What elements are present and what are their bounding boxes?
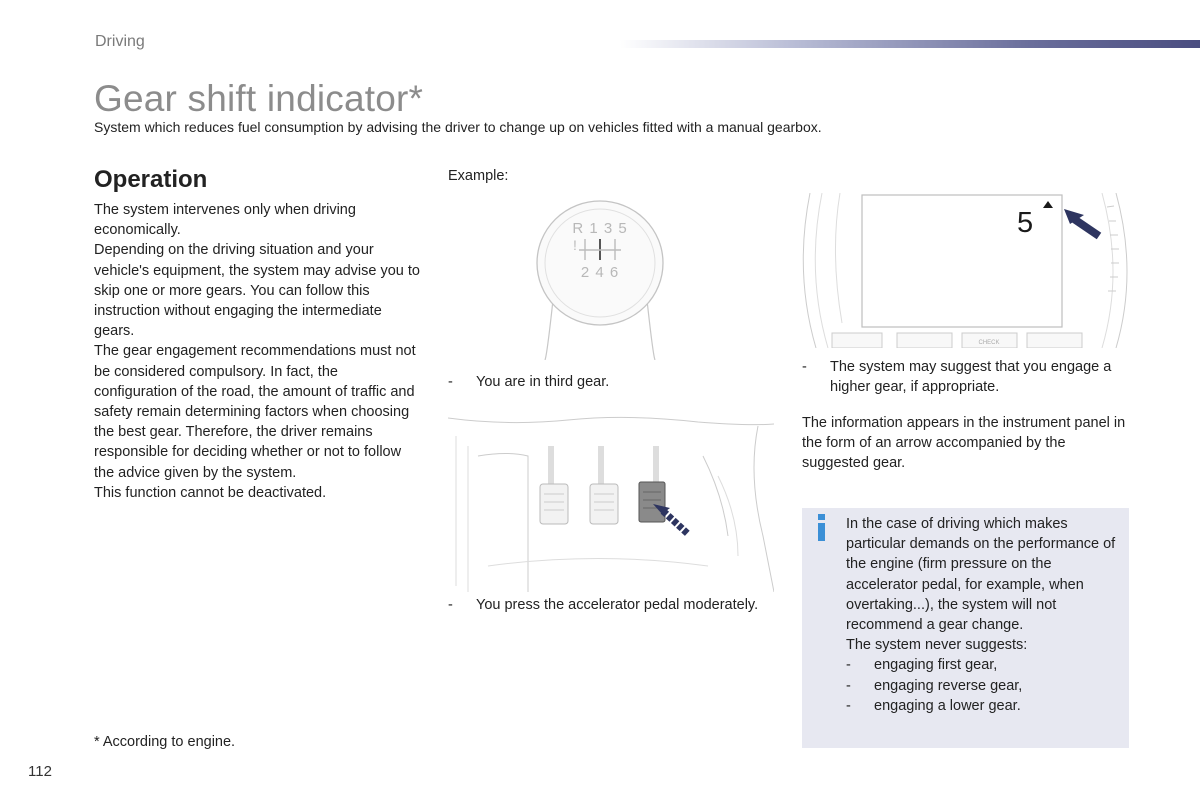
note-text	[846, 514, 1126, 716]
bullet-higher-gear	[802, 357, 1132, 397]
note-list-text: engaging a lower gear.	[874, 697, 1021, 714]
note-list-item	[846, 655, 1126, 675]
operation-paragraph: The gear engagement recommendations must not be considered compulsory. In fact, the configuration of the road, the amount of traffic and safety remain determining factors when choosing the best gear. Therefore, the driver remains responsible for deciding whether or not to follow the advice given by the system.	[94, 343, 416, 481]
bullet-dash: -	[802, 359, 807, 375]
bullet-dash: -	[846, 697, 851, 714]
bullet-accelerator	[448, 595, 768, 615]
knob-bottom-row: 2 4 6	[580, 264, 620, 281]
info-paragraph: The information appears in the instrument panel in the form of an arrow accompanied by the suggested gear.	[802, 415, 1126, 472]
note-list-text: engaging reverse gear,	[874, 677, 1023, 694]
note-paragraph: In the case of driving which makes particular demands on the performance of the engine (firm pressure on the accelerator pedal, for example, when overtaking...), the system will not recommend a gear change.	[846, 516, 1116, 634]
pointer-arrow-icon	[1064, 209, 1099, 236]
operation-heading: Operation	[94, 166, 208, 193]
operation-paragraph: This function cannot be deactivated.	[94, 484, 327, 501]
bullet-dash: -	[448, 374, 453, 390]
note-list-item	[846, 676, 1126, 696]
bullet-dash: -	[846, 677, 851, 694]
cluster-gear-number: 5	[1017, 207, 1034, 239]
example-label: Example:	[448, 168, 509, 184]
operation-text	[94, 200, 424, 503]
footnote: * According to engine.	[94, 734, 236, 750]
note-list-item	[846, 696, 1126, 716]
page-title: Gear shift indicator*	[94, 78, 424, 119]
page-number: 112	[28, 763, 52, 780]
operation-paragraph: The system intervenes only when driving economically.	[94, 202, 356, 239]
pedals-illustration	[448, 416, 774, 592]
section-label: Driving	[95, 33, 145, 50]
instrument-panel-illustration	[802, 193, 1130, 348]
bullet-text: You are in third gear.	[476, 374, 610, 390]
knob-top-row: R 1 3 5	[572, 220, 628, 237]
check-button-label: CHECK	[978, 340, 1000, 346]
gear-knob-illustration	[525, 195, 675, 360]
bullet-text: The system may suggest that you engage a higher gear, if appropriate.	[830, 359, 1112, 396]
note-paragraph: The system never suggests:	[846, 637, 1028, 654]
bullet-text: You press the accelerator pedal moderately.	[476, 597, 759, 613]
header-bar	[620, 40, 1200, 48]
bullet-third-gear	[448, 372, 768, 392]
svg-text:!: !	[573, 237, 577, 253]
bullet-dash: -	[448, 597, 453, 613]
info-icon	[815, 514, 831, 544]
operation-paragraph: Depending on the driving situation and your vehicle's equipment, the system may advise you to skip one or more gears. You can follow this instruction without engaging the intermediate gears.	[94, 242, 420, 340]
bullet-dash: -	[846, 657, 851, 674]
page-subtitle: System which reduces fuel consumption by advising the driver to change up on vehicles fitted with a manual gearbox.	[94, 119, 822, 135]
note-list-text: engaging first gear,	[874, 657, 998, 674]
